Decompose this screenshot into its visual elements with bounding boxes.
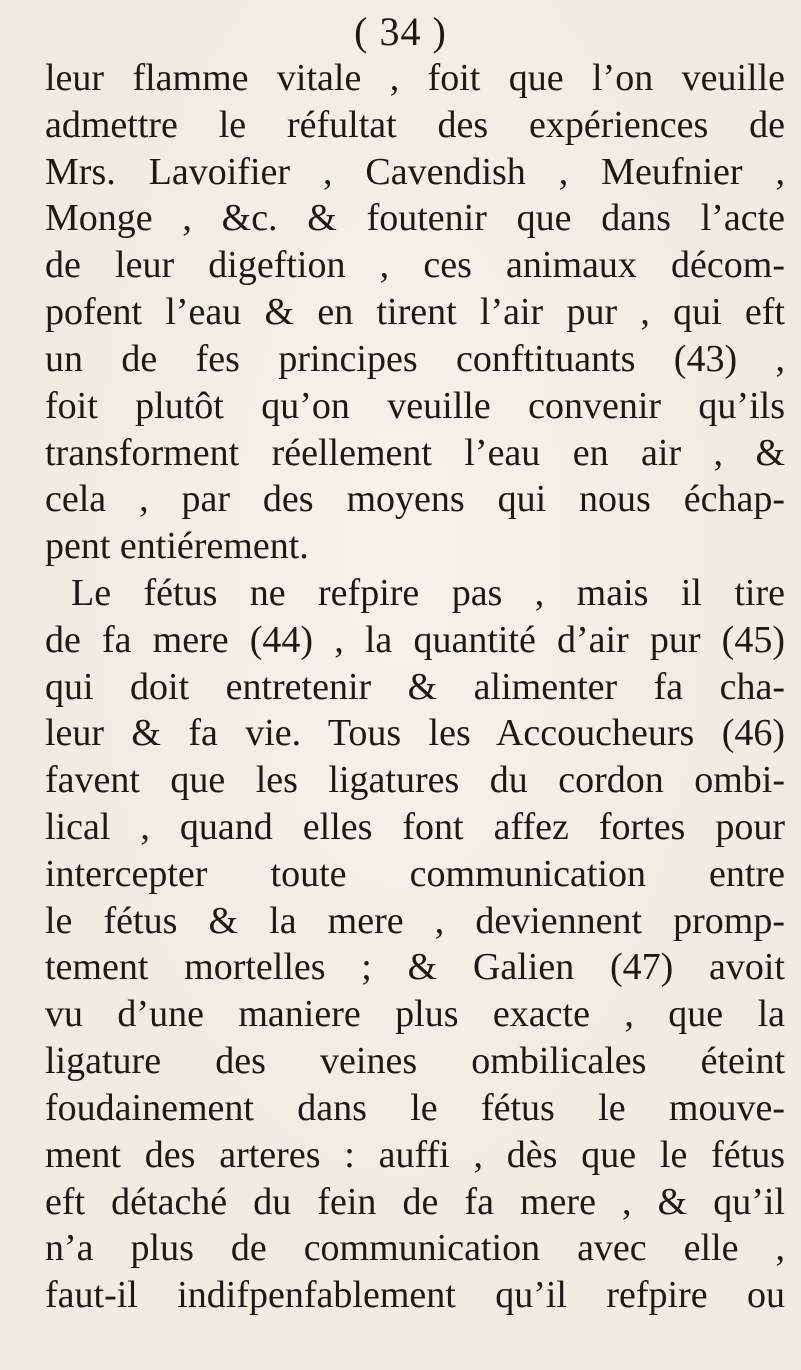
text-line: Le fétus ne refpire pas , mais il tire: [71, 571, 785, 614]
text-line: intercepter toute communication entre: [45, 852, 785, 895]
text-line: favent que les ligatures du cordon ombi-: [45, 759, 785, 802]
text-line: faut-il indifpenfablement qu’il refpire ou: [45, 1274, 785, 1317]
text-line: n’a plus de communication avec elle ,: [45, 1227, 785, 1270]
text-line: leur & fa vie. Tous les Accoucheurs (46): [45, 712, 785, 755]
text-line: un de fes principes conftituants (43) ,: [45, 337, 785, 380]
text-line: transforment réellement l’eau en air , &: [45, 431, 785, 474]
text-line: Monge , &c. & foutenir que dans l’acte: [45, 197, 785, 240]
text-line: pent entiérement.: [45, 525, 309, 568]
body-text: [45, 55, 785, 1319]
text-line: cela , par des moyens qui nous échap-: [45, 478, 785, 521]
text-line: vu d’une maniere plus exacte , que la: [45, 993, 785, 1036]
text-line: eft détaché du fein de fa mere , & qu’il: [45, 1180, 785, 1223]
text-line: pofent l’eau & en tirent l’air pur , qui eft: [45, 291, 785, 334]
text-line: foit plutôt qu’on veuille convenir qu’ils: [45, 384, 785, 427]
text-line: admettre le réfultat des expériences de: [45, 103, 785, 146]
text-line: qui doit entretenir & alimenter fa cha-: [45, 665, 785, 708]
text-line: de fa mere (44) , la quantité d’air pur (45): [45, 618, 785, 661]
page-number: ( 34 ): [354, 9, 447, 54]
text-line: le fétus & la mere , deviennent promp-: [45, 899, 785, 942]
text-line: Mrs. Lavoifier , Cavendish , Meufnier ,: [45, 150, 785, 193]
text-line: foudainement dans le fétus le mouve-: [45, 1086, 785, 1129]
text-line: de leur digeftion , ces animaux décom-: [45, 244, 785, 287]
text-line: tement mortelles ; & Galien (47) avoit: [45, 946, 785, 989]
text-line: leur flamme vitale , foit que l’on veuille: [45, 57, 785, 99]
text-line: lical , quand elles font affez fortes pour: [45, 806, 785, 848]
text-line: ment des arteres : auffi , dès que le fétus: [45, 1133, 785, 1176]
text-line: ligature des veines ombilicales éteint: [45, 1040, 785, 1083]
